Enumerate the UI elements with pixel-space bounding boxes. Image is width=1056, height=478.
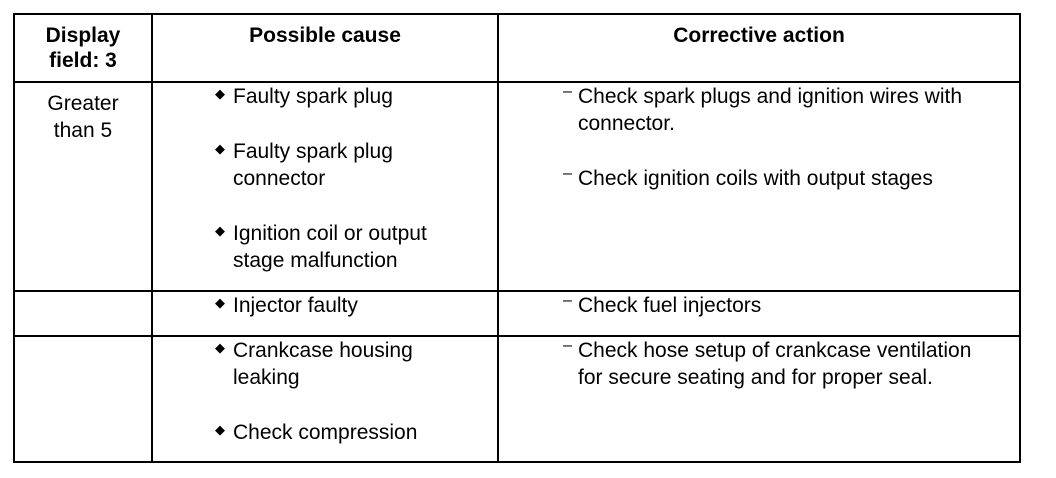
cause-item: ◆ Ignition coil or output stage malfunction <box>153 220 497 274</box>
header-display-field: Display field: 3 <box>14 14 152 82</box>
corrective-action-cell <box>498 336 1020 462</box>
display-field-value <box>14 336 152 462</box>
dash-marker: – <box>563 292 572 309</box>
possible-cause-cell <box>152 291 498 336</box>
cause-item: ◆ Faulty spark plug connector <box>153 138 497 192</box>
action-item: – Check ignition coils with output stages <box>499 165 1019 192</box>
diamond-bullet-icon: ◆ <box>215 141 225 156</box>
diamond-bullet-icon: ◆ <box>215 86 225 101</box>
possible-cause-cell <box>152 82 498 291</box>
display-field-value <box>14 291 152 336</box>
possible-cause-cell <box>152 336 498 462</box>
dash-marker: – <box>563 165 572 182</box>
table-row <box>14 291 1020 336</box>
diagnostic-table <box>13 13 1021 463</box>
header-corrective-action: Corrective action <box>498 14 1020 82</box>
cause-item: ◆ Injector faulty <box>153 292 497 319</box>
table-row <box>14 336 1020 462</box>
action-item: – Check spark plugs and ignition wires with connector. <box>499 83 1019 137</box>
display-field-value: Greater than 5 <box>14 82 152 291</box>
header-possible-cause: Possible cause <box>152 14 498 82</box>
header-row <box>14 14 1020 82</box>
diamond-bullet-icon: ◆ <box>215 422 225 437</box>
table-row <box>14 82 1020 291</box>
diamond-bullet-icon: ◆ <box>215 295 225 310</box>
cause-item: ◆ Crankcase housing leaking <box>153 337 497 391</box>
diamond-bullet-icon: ◆ <box>215 340 225 355</box>
dash-marker: – <box>563 83 572 100</box>
action-item: – Check fuel injectors <box>499 292 1019 319</box>
corrective-action-cell <box>498 82 1020 291</box>
cause-item: ◆ Check compression <box>153 419 497 446</box>
cause-item: ◆ Faulty spark plug <box>153 83 497 110</box>
diamond-bullet-icon: ◆ <box>215 223 225 238</box>
dash-marker: – <box>563 337 572 354</box>
corrective-action-cell <box>498 291 1020 336</box>
action-item: – Check hose setup of crankcase ventilation for secure seating and for proper seal. <box>499 337 1019 391</box>
